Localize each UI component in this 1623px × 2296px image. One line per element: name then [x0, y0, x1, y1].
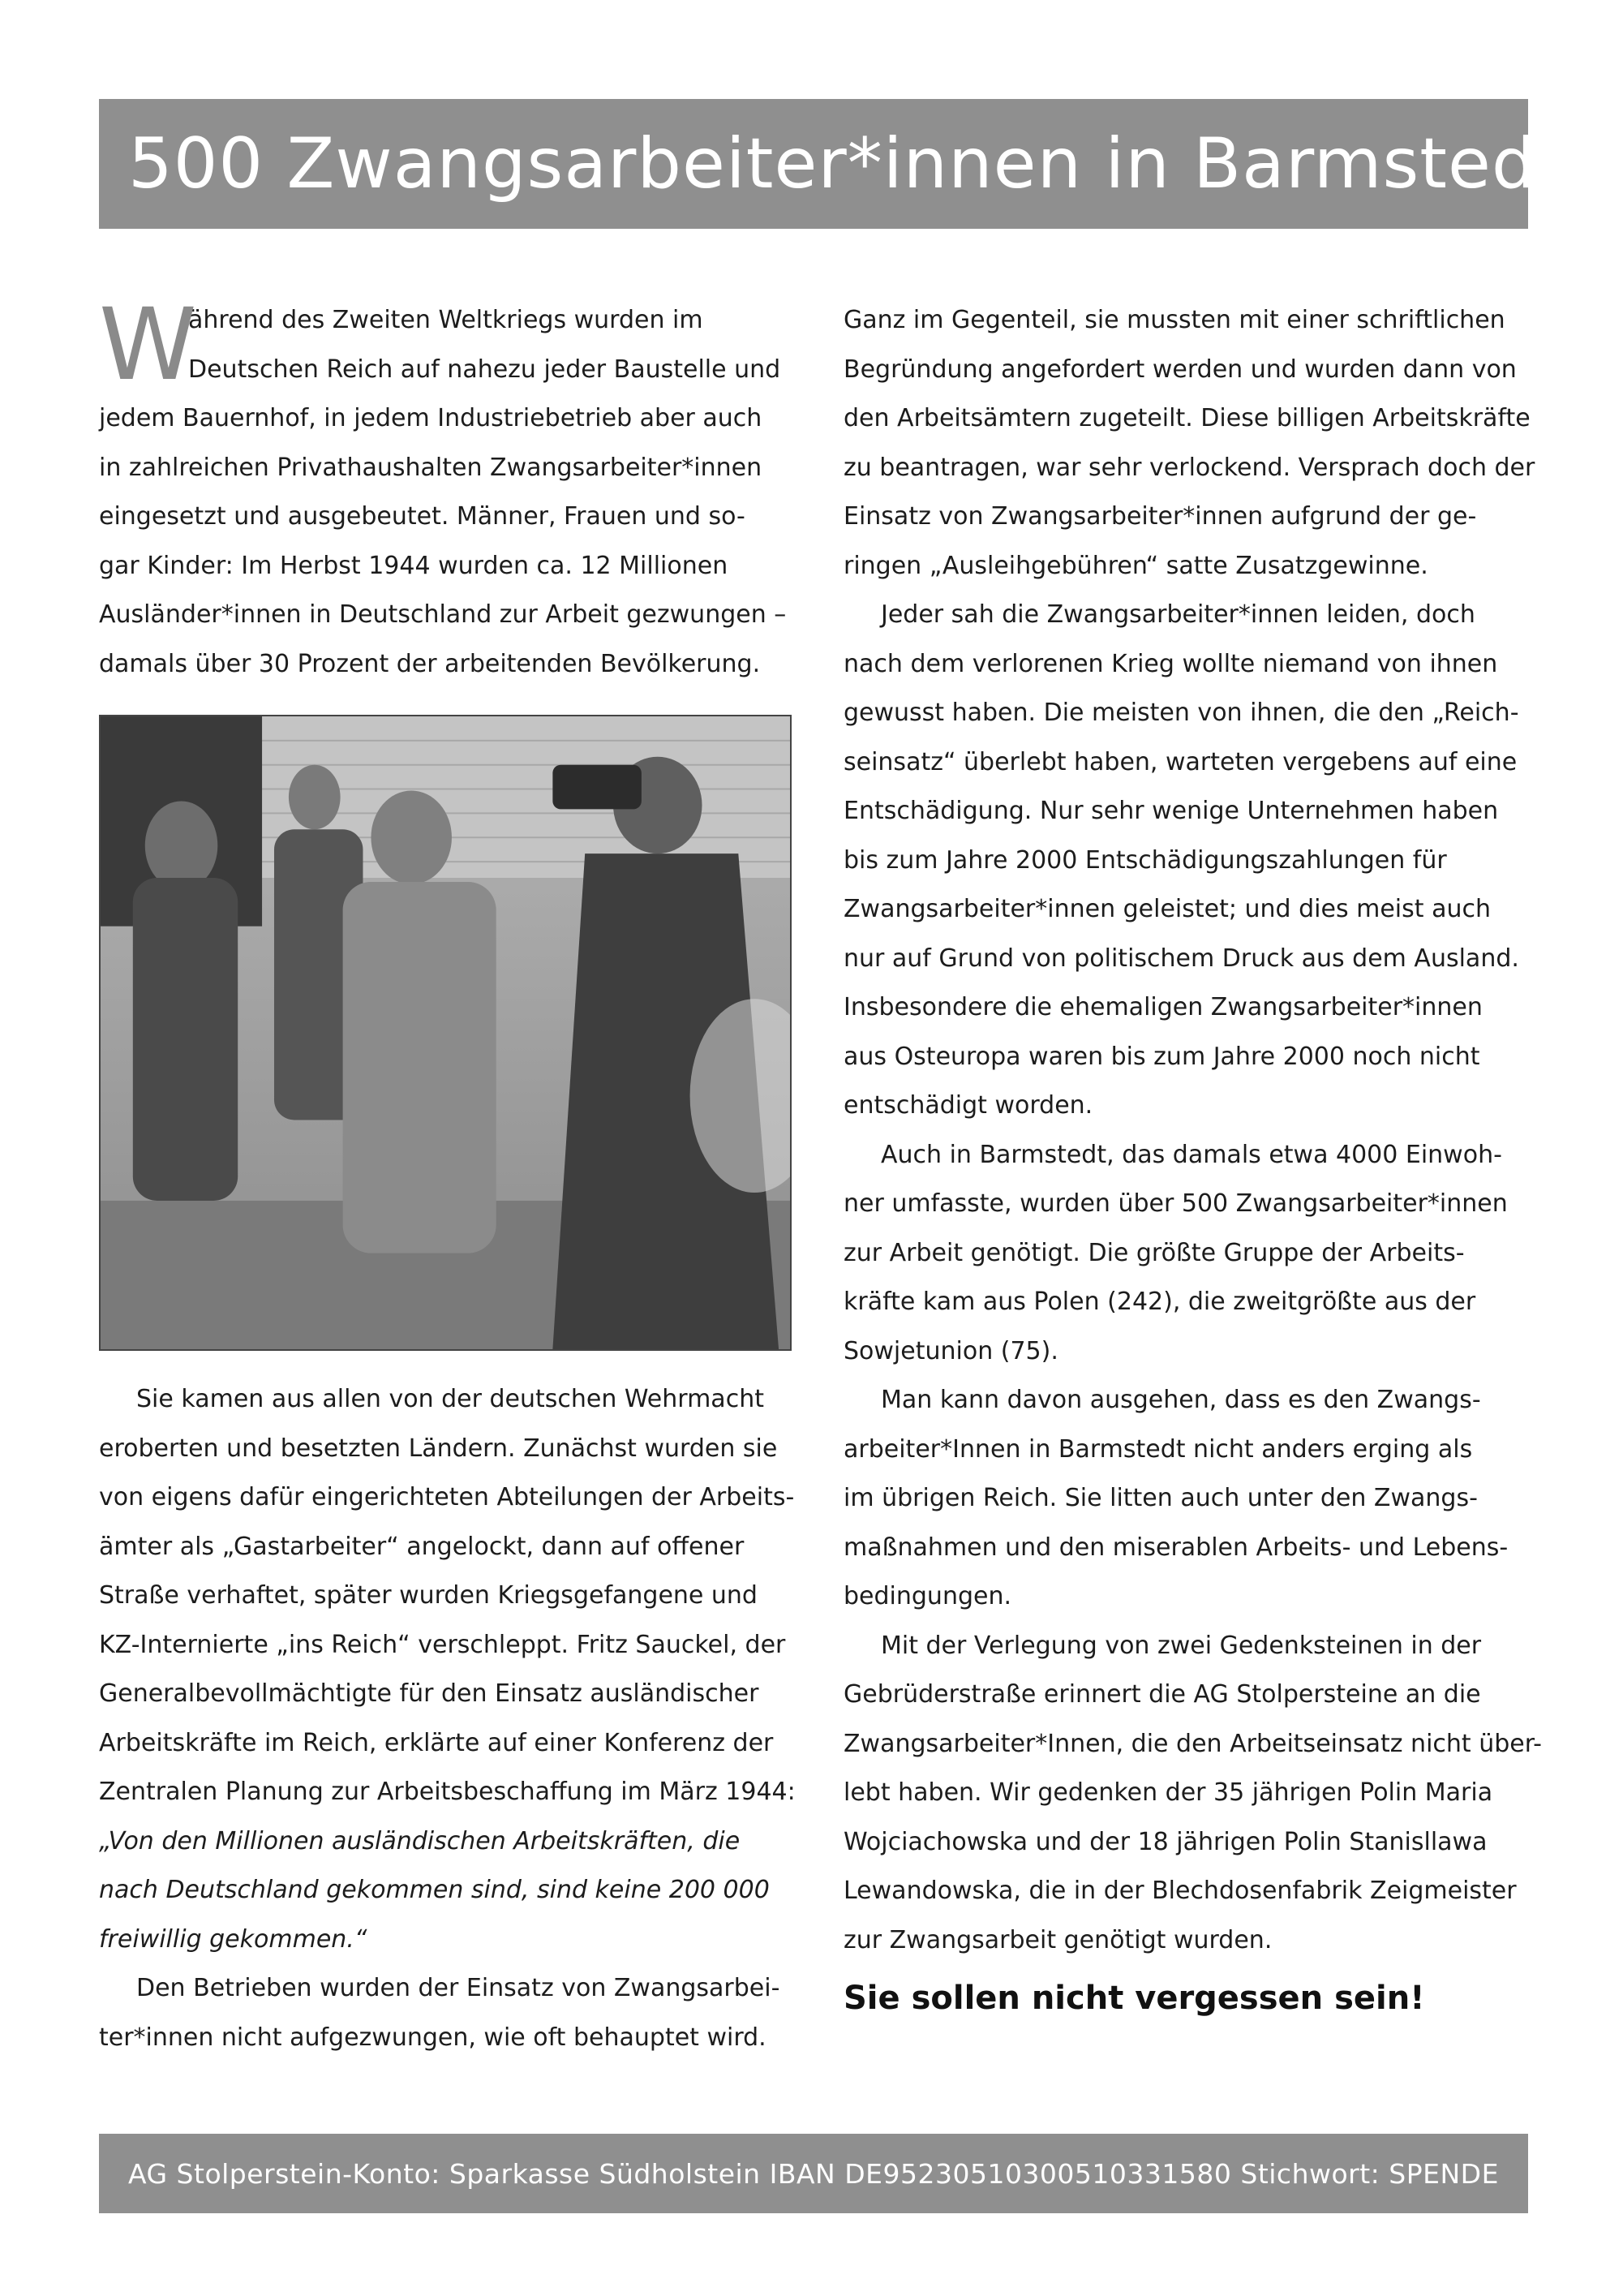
- photo-illustration: [101, 716, 790, 1349]
- text-line: KZ-Internierte „ins Reich“ verschleppt. Fritz Sauckel, der: [99, 1630, 786, 1659]
- text-line: Sowjetunion (75).: [844, 1336, 1058, 1365]
- text-line: zur Zwangsarbeit genötigt wurden.: [844, 1925, 1273, 1954]
- text-line: Deutschen Reich auf nahezu jeder Baustelle und: [188, 355, 781, 384]
- text-line: Mit der Verlegung von zwei Gedenksteinen in der: [881, 1631, 1482, 1660]
- text-line: ährend des Zweiten Weltkriegs wurden im: [188, 306, 703, 334]
- text-line: jedem Bauernhof, in jedem Industriebetrieb aber auch: [99, 404, 762, 432]
- text-line: Jeder sah die Zwangsarbeiter*innen leiden, doch: [881, 600, 1475, 629]
- text-line: zur Arbeit genötigt. Die größte Gruppe der Arbeits-: [844, 1238, 1465, 1267]
- text-line: Ganz im Gegenteil, sie mussten mit einer schriftlichen: [844, 306, 1505, 334]
- text-line: eroberten und besetzten Ländern. Zunächst wurden sie: [99, 1434, 778, 1463]
- text-line: aus Osteuropa waren bis zum Jahre 2000 noch nicht: [844, 1042, 1480, 1071]
- intro-paragraph: [99, 287, 796, 689]
- text-line: Wojciachowska und der 18 jährigen Polin Stanisllawa: [844, 1827, 1488, 1856]
- text-line: Insbesondere die ehemaligen Zwangsarbeiter*innen: [844, 993, 1483, 1021]
- text-line: Straße verhaftet, später wurden Kriegsgefangene und: [99, 1581, 758, 1610]
- text-line: Sie kamen aus allen von der deutschen Wehrmacht: [136, 1385, 764, 1413]
- text-line: Begründung angefordert werden und wurden dann von: [844, 355, 1517, 384]
- text-line: lebt haben. Wir gedenken der 35 jährigen Polin Maria: [844, 1778, 1493, 1807]
- text-line: Lewandowska, die in der Blechdosenfabrik Zeigmeister: [844, 1877, 1517, 1905]
- text-line: Generalbevollmächtigte für den Einsatz ausländischer: [99, 1679, 759, 1708]
- text-line: ämter als „Gastarbeiter“ angelockt, dann auf offener: [99, 1532, 745, 1561]
- text-line: Gebrüderstraße erinnert die AG Stolpersteine an die: [844, 1680, 1481, 1709]
- quote-line: nach Deutschland gekommen sind, sind keine 200 000: [99, 1876, 770, 1904]
- text-line: Ausländer*innen in Deutschland zur Arbeit gezwungen –: [99, 600, 787, 629]
- text-line: nach dem verlorenen Krieg wollte niemand von ihnen: [844, 649, 1498, 678]
- bank-account-info: AG Stolperstein-Konto: Sparkasse Südholstein IBAN DE95230510300510331580 Stichwort: SPENDE: [128, 2157, 1499, 2190]
- title-bar: [99, 99, 1565, 229]
- text-line: gewusst haben. Die meisten von ihnen, die den „Reich-: [844, 699, 1519, 727]
- text-line: Zwangsarbeiter*innen geleistet; und dies meist auch: [844, 895, 1491, 923]
- quote-line: freiwillig gekommen.“: [99, 1924, 367, 1954]
- text-line: Zentralen Planung zur Arbeitsbeschaffung im März 1944:: [99, 1778, 796, 1806]
- text-line: bis zum Jahre 2000 Entschädigungszahlungen für: [844, 845, 1447, 875]
- text-line: ner umfasste, wurden über 500 Zwangsarbeiter*innen: [844, 1189, 1508, 1218]
- text-line: eingesetzt und ausgebeutet. Männer, Frauen und so-: [99, 502, 745, 531]
- historical-photo: [99, 715, 792, 1351]
- text-line: seinsatz“ überlebt haben, warteten vergebens auf eine: [844, 747, 1518, 776]
- text-line: nur auf Grund von politischem Druck aus dem Ausland.: [844, 944, 1519, 973]
- text-line: von eigens dafür eingerichteten Abteilungen der Arbeits-: [99, 1483, 795, 1511]
- left-column-intro: [99, 287, 796, 689]
- text-line: bedingungen.: [844, 1582, 1012, 1610]
- closing-statement: Sie sollen nicht vergessen sein!: [844, 1980, 1425, 2017]
- text-line: damals über 30 Prozent der arbeitenden Bevölkerung.: [99, 649, 761, 678]
- footer-bar: [99, 2134, 1528, 2213]
- page-title: 500 Zwangsarbeiter*innen in Barmstedt: [128, 123, 1565, 204]
- quote-line: „Von den Millionen ausländischen Arbeitskräften, die: [99, 1826, 741, 1855]
- text-line: den Arbeitsämtern zugeteilt. Diese billigen Arbeitskräfte: [844, 404, 1531, 432]
- text-line: im übrigen Reich. Sie litten auch unter den Zwangs-: [844, 1484, 1478, 1512]
- drop-cap: W: [99, 287, 197, 402]
- text-line: kräfte kam aus Polen (242), die zweitgrößte aus der: [844, 1288, 1476, 1316]
- left-column-lower: [99, 1375, 813, 2062]
- text-line: Zwangsarbeiter*Innen, die den Arbeitseinsatz nicht über-: [844, 1729, 1542, 1758]
- text-line: Arbeitskräfte im Reich, erklärte auf einer Konferenz der: [99, 1728, 774, 1757]
- text-line: arbeiter*Innen in Barmstedt nicht anders erging als: [844, 1434, 1473, 1464]
- text-line: Den Betrieben wurden der Einsatz von Zwangsarbei-: [136, 1974, 780, 2002]
- text-line: Man kann davon ausgehen, dass es den Zwangs-: [881, 1386, 1481, 1414]
- text-line: maßnahmen und den miserablen Arbeits- und Lebens-: [844, 1533, 1509, 1562]
- text-line: gar Kinder: Im Herbst 1944 wurden ca. 12 Millionen: [99, 551, 728, 580]
- text-line: Einsatz von Zwangsarbeiter*innen aufgrund der ge-: [844, 502, 1477, 531]
- text-line: Auch in Barmstedt, das damals etwa 4000 Einwoh-: [881, 1140, 1502, 1169]
- text-line: Entschädigung. Nur sehr wenige Unternehmen haben: [844, 797, 1499, 825]
- text-line: ter*innen nicht aufgezwungen, wie oft behauptet wird.: [99, 2023, 766, 2052]
- right-column: [844, 296, 1557, 2017]
- text-line: ringen „Ausleihgebühren“ satte Zusatzgewinne.: [844, 551, 1428, 580]
- text-line: in zahlreichen Privathaushalten Zwangsarbeiter*innen: [99, 453, 762, 482]
- text-line: zu beantragen, war sehr verlockend. Versprach doch der: [844, 453, 1535, 482]
- text-line: entschädigt worden.: [844, 1091, 1093, 1120]
